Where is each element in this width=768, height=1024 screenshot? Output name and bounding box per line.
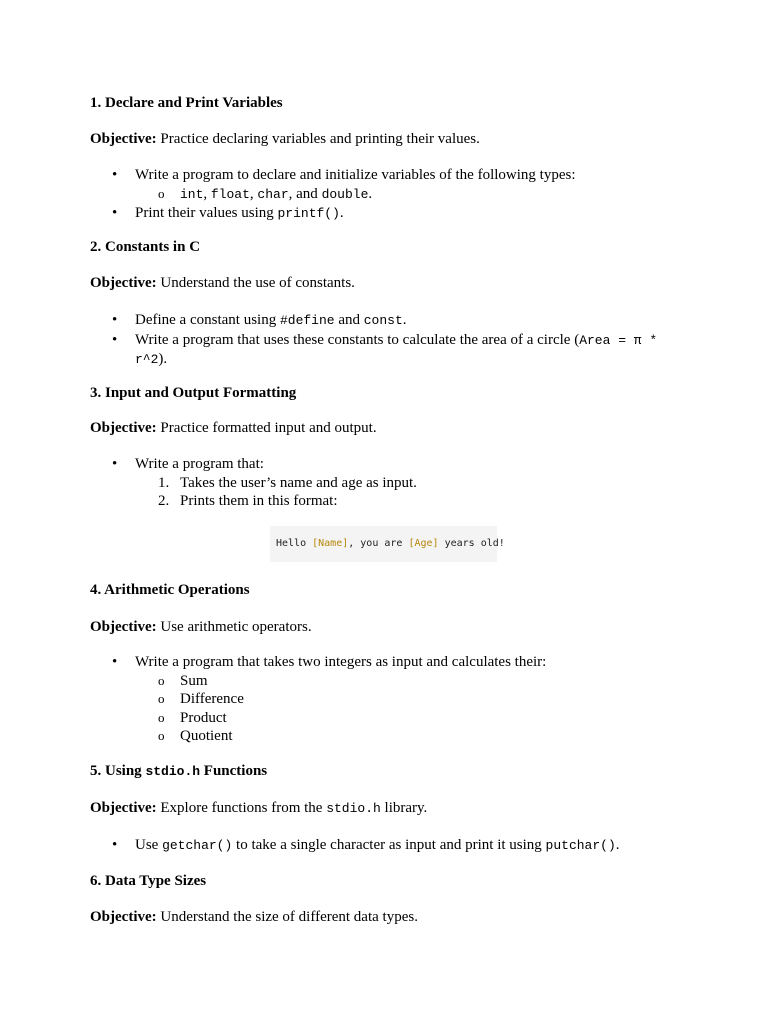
heading-text: Functions — [200, 763, 268, 779]
operation-sum: Sum — [180, 672, 208, 689]
objective-text: Practice formatted input and output. — [156, 420, 377, 436]
list-item — [90, 204, 680, 224]
objective-text: Understand the size of different data types. — [156, 909, 418, 925]
code-int: int — [180, 186, 204, 202]
objective-label: Objective: — [90, 131, 157, 147]
code-text: years old! — [438, 538, 505, 549]
code-const: const — [363, 313, 403, 328]
bullet-icon: • — [112, 331, 118, 348]
bullet-icon: • — [112, 654, 118, 670]
section-4-list — [90, 653, 680, 746]
circle-bullet-icon: o — [158, 691, 165, 706]
list-item-text: Define a constant using — [135, 312, 280, 328]
objective-label: Objective: — [90, 800, 157, 816]
separator: , — [249, 185, 258, 202]
code-printf: printf() — [277, 206, 340, 221]
section-6-objective — [90, 908, 680, 927]
separator: , and — [288, 185, 322, 202]
objective-text: Understand the use of constants. — [156, 275, 355, 291]
list-item-text: Write a program to declare and initialize variables of the following types: — [135, 167, 576, 183]
bullet-icon: • — [112, 167, 118, 183]
bullet-icon: • — [112, 205, 118, 221]
list-item — [90, 836, 680, 856]
separator: . — [368, 185, 373, 202]
numbered-item-text: Prints them in this format: — [180, 493, 338, 509]
objective-label: Objective: — [90, 619, 157, 635]
code-text: , you are — [348, 538, 409, 549]
list-item-text: Use — [135, 837, 163, 853]
section-2-list — [90, 311, 680, 370]
code-placeholder-age: [Age] — [408, 538, 439, 549]
code-area-formula: Area = π * — [579, 332, 658, 348]
sub-list-item — [90, 709, 680, 728]
numbered-item — [90, 474, 680, 493]
section-6-heading: 6. Data Type Sizes — [90, 873, 207, 889]
separator: . — [402, 312, 407, 328]
numbered-item — [90, 492, 680, 511]
separator: ). — [158, 351, 168, 367]
objective-text: Use arithmetic operators. — [156, 619, 312, 635]
code-stdio: stdio.h — [145, 764, 201, 779]
objective-label: Objective: — [90, 420, 157, 436]
format-code-block — [270, 526, 505, 562]
list-item-text: Print their values using — [135, 205, 278, 221]
list-item — [90, 331, 680, 370]
section-1-list — [90, 166, 680, 224]
bullet-icon: • — [112, 456, 118, 472]
list-item — [90, 166, 680, 185]
circle-bullet-icon: o — [158, 709, 165, 725]
code-define: #define — [279, 313, 335, 328]
list-item-text: Write a program that uses these constants to calculate the area of a circle ( — [135, 331, 580, 348]
section-3-heading: 3. Input and Output Formatting — [90, 385, 297, 401]
section-1-heading: 1. Declare and Print Variables — [90, 95, 283, 111]
objective-text: Explore functions from the — [156, 800, 327, 816]
sub-list-item — [90, 727, 680, 746]
section-3-list — [90, 455, 680, 511]
code-char: char — [257, 186, 289, 202]
code-double: double — [321, 186, 369, 202]
code-getchar: getchar() — [162, 838, 233, 853]
section-5-heading — [90, 762, 680, 782]
objective-text: Practice declaring variables and printing their values. — [156, 131, 480, 147]
code-float: float — [210, 186, 250, 202]
sub-list-item — [90, 672, 680, 691]
objective-label: Objective: — [90, 275, 157, 291]
section-1-objective — [90, 130, 680, 149]
section-5-list — [90, 836, 680, 856]
heading-text: 5. Using — [90, 763, 146, 779]
list-item-text: Write a program that: — [135, 456, 264, 472]
objective-label: Objective: — [90, 909, 157, 925]
item-number: 1. — [158, 474, 170, 491]
objective-text: library. — [380, 800, 428, 816]
separator: , — [203, 185, 211, 202]
item-number: 2. — [158, 493, 170, 509]
list-item — [90, 455, 680, 474]
circle-bullet-icon: o — [158, 672, 165, 688]
code-text: Hello — [276, 538, 313, 549]
section-2-objective — [90, 274, 680, 293]
section-4-heading: 4. Arithmetic Operations — [90, 582, 250, 598]
operation-product: Product — [180, 709, 227, 726]
sub-list-item — [90, 690, 680, 709]
bullet-icon: • — [112, 837, 118, 853]
circle-bullet-icon: o — [158, 728, 165, 743]
code-placeholder-name: [Name] — [312, 538, 349, 549]
section-2-heading: 2. Constants in C — [90, 239, 201, 255]
operation-difference: Difference — [180, 691, 244, 707]
separator: and — [334, 312, 364, 328]
code-r-squared: r^2 — [135, 352, 159, 367]
list-item-text: Write a program that takes two integers as input and calculates their: — [135, 654, 547, 670]
code-putchar: putchar() — [545, 838, 616, 853]
circle-bullet-icon: o — [158, 185, 165, 201]
list-item — [90, 653, 680, 672]
numbered-item-text: Takes the user’s name and age as input. — [180, 474, 417, 491]
separator: . — [339, 205, 344, 221]
operation-quotient: Quotient — [180, 728, 233, 744]
section-5-objective — [90, 799, 680, 819]
section-3-objective — [90, 419, 680, 438]
section-4-objective — [90, 618, 680, 637]
code-stdio: stdio.h — [326, 801, 381, 816]
list-item-text: to take a single character as input and print it using — [232, 837, 546, 853]
bullet-icon: • — [112, 312, 118, 328]
list-item — [90, 311, 680, 331]
sub-list-item — [90, 185, 680, 205]
separator: . — [615, 837, 620, 853]
